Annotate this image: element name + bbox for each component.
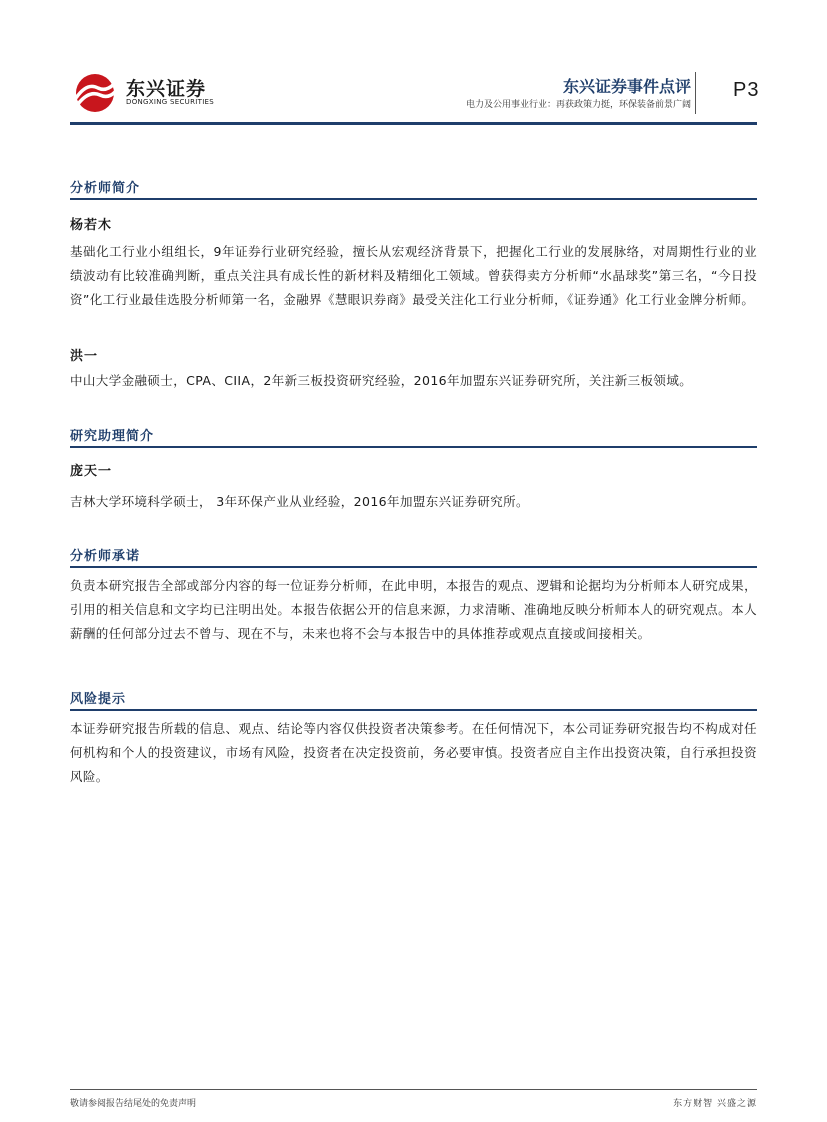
analyst-bio: 基础化工行业小组组长，9年证券行业研究经验，擅长从宏观经济背景下，把握化工行业的发展脉络，对周期性行业的业绩波动有比较准确判断，重点关注具有成长性的新材料及精细化工领域。曾获得卖方分析师“水晶球奖”第三名，“今日投资”化工行业最佳选股分析师第一名，金融界《慧眼识券商》最受关注化工行业分析师，《证券通》化工行业金牌分析师。 — [70, 244, 757, 307]
footer-rule — [70, 1089, 757, 1090]
section-rule — [70, 198, 757, 200]
analyst-name: 洪一 — [70, 349, 99, 364]
section-rule — [70, 709, 757, 711]
commitment-body: 负责本研究报告全部或部分内容的每一位证券分析师，在此申明，本报告的观点、逻辑和论据均为分析师本人研究成果，引用的相关信息和文字均已注明出处。本报告依据公开的信息来源，力求清晰、准确地反映分析师本人的研究观点。本人薪酬的任何部分过去不曾与、现在不与，未来也将不会与本报告中的具体推荐或观点直接或间接相关。 — [70, 578, 757, 641]
header-divider — [695, 72, 696, 114]
brand-name-cn: 东兴证券 — [126, 78, 207, 100]
analyst-bio: 中山大学金融硕士，CPA、CIIA，2年新三板投资研究经验，2016年加盟东兴证券研究所，关注新三板领域。 — [70, 373, 693, 388]
analyst-name: 杨若木 — [70, 218, 113, 233]
section-title-analyst-intro: 分析师简介 — [70, 181, 141, 196]
section-title-commitment: 分析师承诺 — [70, 549, 141, 564]
footer-disclaimer-link: 敬请参阅报告结尾处的免责声明 — [70, 1099, 197, 1109]
assistant-name: 庞天一 — [70, 464, 113, 479]
company-logo-icon — [70, 72, 120, 114]
report-subtitle: 电力及公用事业行业：再获政策力挺，环保装备前景广阔 — [465, 100, 691, 110]
page-number: P3 — [733, 79, 760, 101]
header-rule — [70, 122, 757, 125]
section-title-risk: 风险提示 — [70, 692, 127, 707]
section-rule — [70, 446, 757, 448]
section-title-assistant-intro: 研究助理简介 — [70, 429, 155, 444]
report-type: 东兴证券事件点评 — [562, 77, 691, 96]
footer-slogan: 东方财智 兴盛之源 — [673, 1099, 757, 1109]
risk-body: 本证券研究报告所载的信息、观点、结论等内容仅供投资者决策参考。在任何情况下，本公司证券研究报告均不构成对任何机构和个人的投资建议，市场有风险，投资者在决定投资前，务必要审慎。投资者应自主作出投资决策，自行承担投资风险。 — [70, 721, 757, 784]
assistant-bio: 吉林大学环境科学硕士， 3年环保产业从业经验，2016年加盟东兴证券研究所。 — [70, 494, 529, 509]
section-rule — [70, 566, 757, 568]
brand-name-en: DONGXING SECURITIES — [126, 98, 215, 106]
